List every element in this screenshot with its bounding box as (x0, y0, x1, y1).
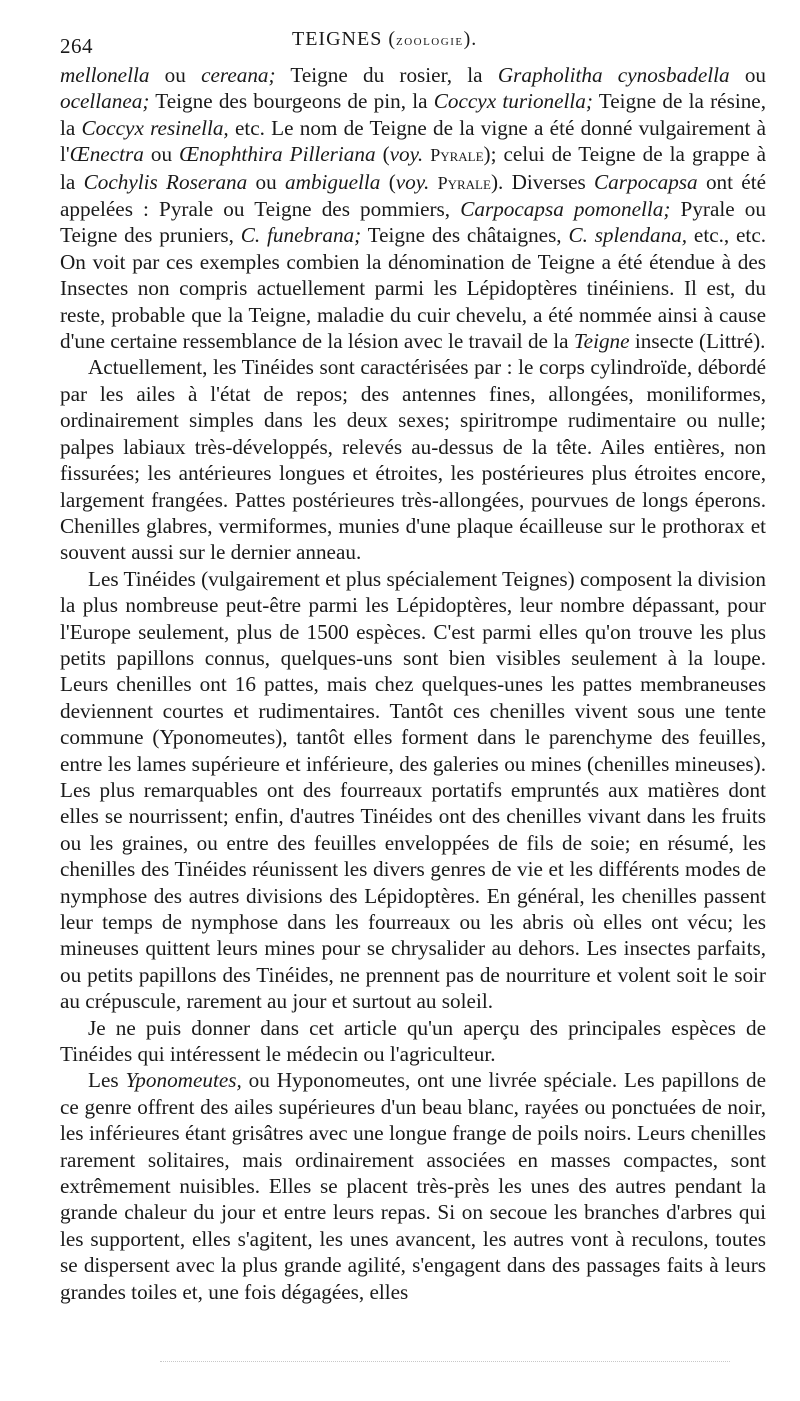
small-caps-ref: Pyrale (437, 172, 491, 193)
text-run: etc. Le nom de Teigne de la vigne a été donné vulgairement à l' (60, 115, 766, 167)
text-run: ou Hyponomeutes, ont une livrée spéciale. Les papillons de ce genre offrent des ailes supérieures d'un beau blanc, rayées ou ponctuées de noir, les inférieures étant grisâtres avec une longue frange de poils noirs. Leurs chenilles rarement solitaires, mais ordinairement associées en masses compactes, sont extrêmement nuisibles. Elles se placent très-près les unes des autres pendant la grande chaleur du jour et entre leurs repas. Si on secoue les branches d'arbres qui les supportent, elles s'agitent, les unes avancent, les autres vont à reculons, toutes se dispersent avec la plus grande agilité, s'engagent dans des passages faits à leurs grandes toiles et, une fois dégagées, elles (60, 1068, 766, 1304)
italic-term: Carpocapsa pomonella; (460, 197, 671, 222)
italic-term: Œnophthira Pilleriana (179, 142, 376, 167)
text-run: insecte (Littré). (629, 329, 766, 354)
running-head (292, 28, 477, 51)
text-run: ). Diverses (490, 169, 595, 194)
text-run: ( (375, 142, 390, 167)
text-run: ont été appelées : Pyrale ou Teigne des pommiers, (60, 169, 767, 222)
italic-term: Cochylis Roserana (83, 169, 248, 194)
text-run: ou (247, 169, 286, 194)
running-head-subtitle: zoologie (395, 33, 464, 49)
text-run: Les Tinéides (vulgairement et plus spécialement Teignes) composent la division la plus nombreuse peut-être parmi les Lépidoptères, leur nombre dépassant, pour l'Europe seulement, plus de 1500 espèces. C'est parmi elles qu'on trouve les plus petits papillons connus, quelques-uns sont bien visibles seulement à la loupe. Leurs chenilles ont 16 pattes, mais chez quelques-unes les pattes membraneuses deviennent courtes et rudimentaires. Tantôt ces chenilles vivent sous une tente commune (Yponomeutes), tantôt elles forment dans le parenchyme des feuilles, entre les lames supérieure et inférieure, des galeries ou mines (chenilles mineuses). Les plus remarquables ont des fourreaux portatifs empruntés aux matières dont elles se nourrissent; enfin, d'autres Tinéides ont des chenilles vivant dans les fruits ou les graines, ou entre des feuilles enveloppées de fils de soie; en résumé, les chenilles des Tinéides réunissent les divers genres de vie et les différents modes de nymphose des autres divisions des Lépidoptères. En général, les chenilles passent leur temps de nymphose dans les fourreaux ou les abris où elles ont vécu; les mineuses quittent leurs mines pour se chrysalider au dehors. Les insectes parfaits, ou petits papillons des Tinéides, ne prennent pas de nourriture et volent soit le soir au crépuscule, rarement au jour et surtout au soleil. (60, 566, 766, 1014)
paragraph (60, 354, 766, 565)
text-run: etc., etc. On voit par ces exemples combien la dénomination de Teigne a été étendue à des Insectes non compris actuellement parmi les Lépidoptères tinéiniens. Il est, du reste, probable que la Teigne, maladie du cuir chevelu, a été nommée ainsi à cause d'une certaine ressemblance de la lésion avec le travail de la (60, 223, 767, 354)
italic-term: voy. (395, 169, 430, 194)
text-run: Teigne des châtaignes, (361, 223, 569, 248)
text-run: Actuellement, les Tinéides sont caractérisées par : le corps cylindroïde, débordé par les ailes à l'état de repos; des antennes fines, allongées, moniliformes, ordinairement simples dans les deux sexes; spiritrompe rudimentaire ou nulle; palpes labiaux très-développés, relevés au-dessus de la tête. Ailes entières, non fissurées; les antérieures longues et étroites, les postérieures plus étroites encore, largement frangées. Pattes postérieures très-allongées, pourvues de longs éperons. Chenilles glabres, vermiformes, munies d'une plaque écailleuse sur le prothorax et souvent aussi sur le dernier anneau. (60, 355, 766, 565)
paragraph (60, 1015, 766, 1068)
italic-term: Carpocapsa (594, 169, 698, 194)
running-head-title: TEIGNES ( (292, 28, 396, 50)
italic-term: ocellanea; (60, 89, 150, 114)
text-run: ( (380, 169, 396, 194)
italic-term: ambiguella (285, 169, 381, 194)
text-run: ou (149, 63, 202, 87)
text-run: Teigne de la résine, la (60, 89, 767, 140)
text-run: Les (88, 1068, 126, 1093)
italic-term: mellonella (60, 63, 150, 87)
body-text (60, 62, 766, 1305)
page-header (60, 26, 766, 62)
italic-term: cereana; (201, 63, 276, 87)
paragraph (60, 566, 766, 1015)
text-run: Je ne puis donner dans cet article qu'un aperçu des principales espèces de Tinéides qui intéressent le médecin ou l'agriculteur. (60, 1015, 766, 1067)
paragraph (60, 62, 766, 354)
italic-term: C. splendana, (568, 223, 688, 248)
text-run: Teigne du rosier, la (275, 63, 498, 87)
book-page (60, 26, 766, 1305)
italic-term: Coccyx turionella; (433, 89, 593, 114)
text-run: Teigne des bourgeons de pin, la (149, 89, 434, 114)
text-run: ou (729, 63, 766, 87)
italic-term: Coccyx resinella, (81, 115, 229, 140)
text-run: Pyrale ou Teigne des pruniers, (60, 197, 766, 248)
italic-term: C. funebrana; (240, 223, 362, 248)
italic-term: Teigne (573, 329, 630, 354)
small-caps-ref: Pyrale (430, 145, 484, 166)
italic-term: Grapholitha cynosbadella (497, 63, 730, 87)
italic-term: Yponomeutes, (125, 1068, 242, 1093)
bottom-faint-rule (160, 1361, 730, 1363)
text-run (429, 170, 437, 194)
paragraph (60, 1067, 766, 1305)
text-run: ); celui de Teigne de la grappe à la (60, 142, 767, 194)
italic-term: voy. (389, 142, 424, 167)
page-number: 264 (60, 34, 93, 58)
italic-term: Œnectra (69, 142, 144, 167)
text-run: ou (143, 142, 180, 167)
running-head-end: ). (463, 28, 478, 50)
